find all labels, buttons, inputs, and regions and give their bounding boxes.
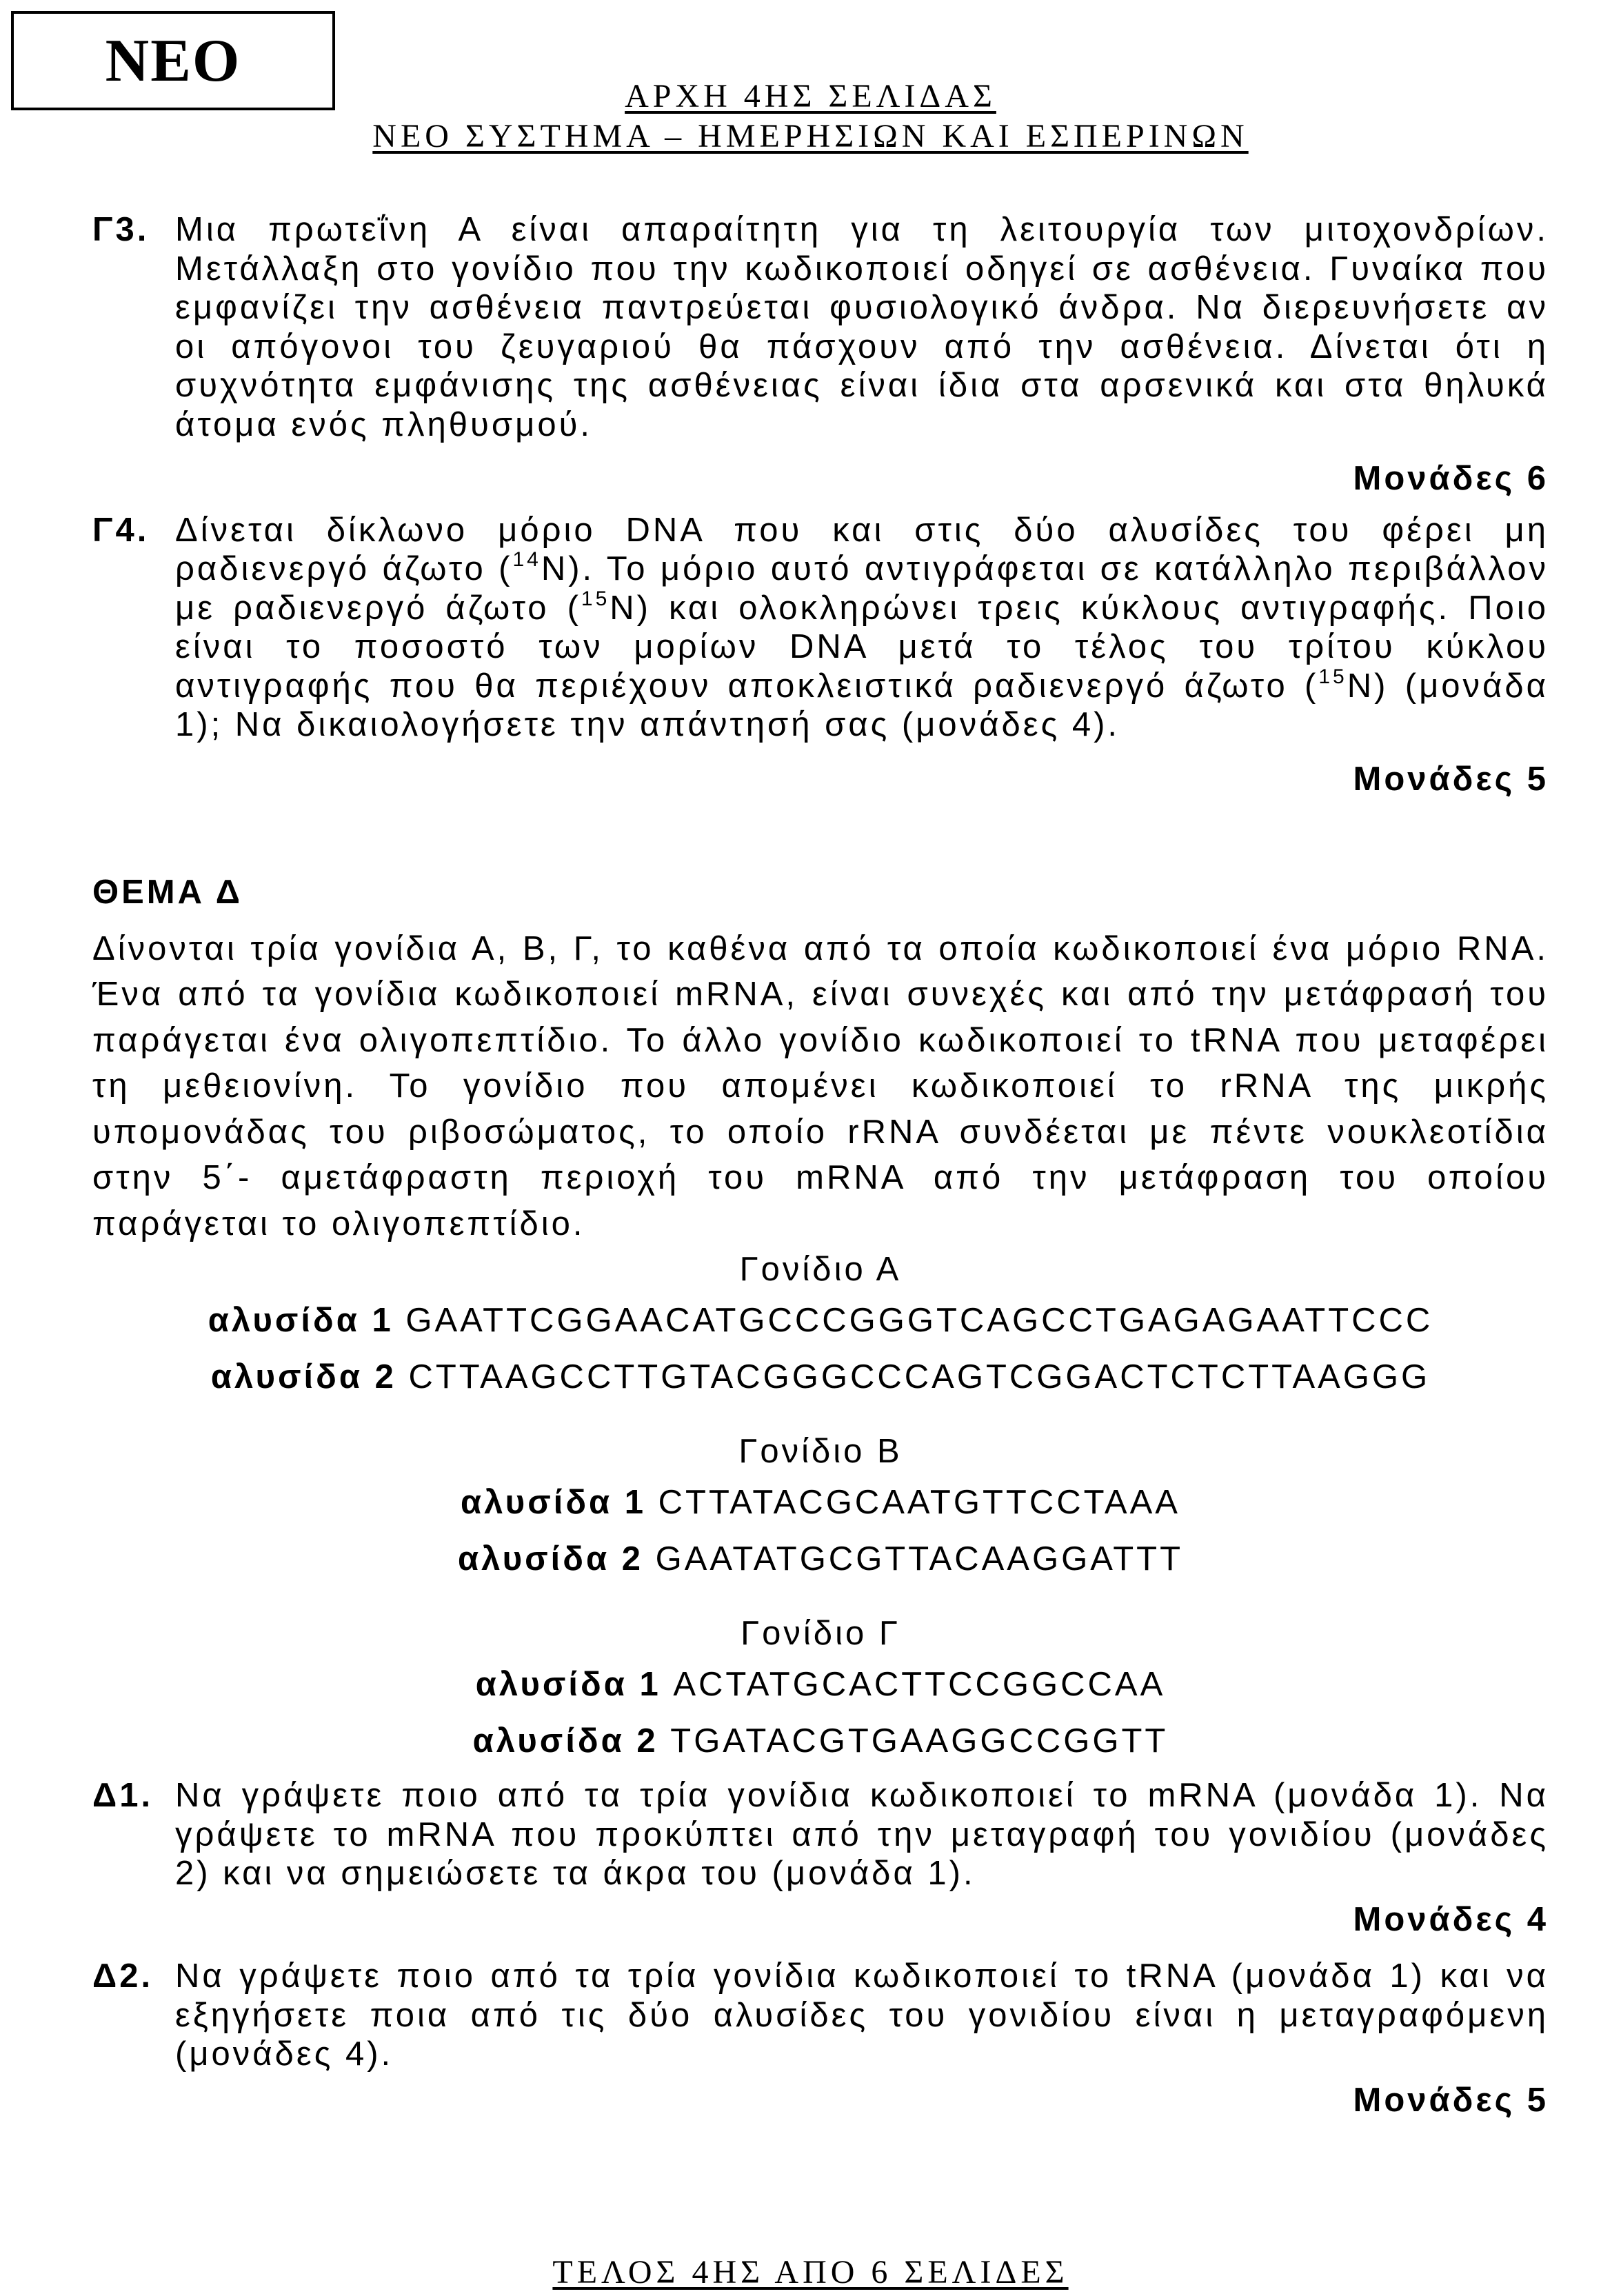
strand-2 [92, 1349, 1549, 1405]
strand-label: αλυσίδα 2 [472, 1722, 658, 1760]
strand-sequence: TGATACGTGAAGGCCGGTT [670, 1722, 1169, 1760]
strand-label: αλυσίδα 2 [210, 1358, 396, 1396]
page-header-line1: ΑΡΧΗ 4ΗΣ ΣΕΛΙΔΑΣ [625, 78, 996, 114]
strand-1 [92, 1656, 1549, 1713]
strand-2 [92, 1531, 1549, 1587]
isotope-superscript: 15 [1318, 665, 1347, 688]
strand-1 [92, 1474, 1549, 1531]
question-g4 [92, 511, 1549, 745]
question-d1 [92, 1776, 1549, 1893]
section-title: ΘΕΜΑ Δ [92, 874, 243, 911]
neo-badge: ΝΕΟ [11, 11, 335, 110]
strand-sequence: GAATTCGGAACATGCCCGGGTCAGCCTGAGAGAATTCCC [405, 1302, 1433, 1339]
gene-title: Γονίδιο Γ [741, 1615, 900, 1652]
page-header-line2: ΝΕΟ ΣΥΣΤΗΜΑ – ΗΜΕΡΗΣΙΩΝ ΚΑΙ ΕΣΠΕΡΙΝΩΝ [372, 118, 1249, 154]
page-footer: ΤΕΛΟΣ 4ΗΣ ΑΠΟ 6 ΣΕΛΙΔΕΣ [552, 2254, 1069, 2290]
section-intro: Δίνονται τρία γονίδια Α, Β, Γ, το καθένα από τα οποία κωδικοποιεί ένα μόριο RNA. Ένα από τα γονίδια κωδικοποιεί mRNA, είναι συνεχές και από την μετάφρασή του παράγεται ένα ολιγοπεπτίδιο. Το άλλο γονίδιο κωδικοποιεί το tRNA που μεταφέρει τη μεθειονίνη. Το γονίδιο που απομένει κωδικοποιεί το rRNA της μικρής υπομονάδας του ριβοσώματος, το οποίο rRNA συνδέεται με πέντε νουκλεοτίδια στην 5΄- αμετάφραστη περιοχή του mRNA από την μετάφραση του οποίου παράγεται το ολιγοπεπτίδιο. [92, 929, 1549, 1242]
strand-sequence: CTTAAGCCTTGTACGGGCCCAGTCGGACTCTCTTAAGGG [408, 1358, 1431, 1396]
question-text [175, 511, 1549, 745]
isotope-superscript: 15 [581, 587, 610, 610]
strand-1 [92, 1292, 1549, 1349]
question-label: Δ1. [92, 1777, 154, 1814]
strand-sequence: CTTATACGCAATGTTCCTAAA [658, 1484, 1180, 1521]
text-segment: Δίνεται δίκλωνο μόριο DNA που και στις δύο αλυσίδες του φέρει μη ραδιενεργό άζωτο ( [175, 511, 1549, 587]
text-segment: N) (μονάδα 1); Να δικαιολογήσετε την απάντησή σας (μονάδες 4). [175, 667, 1549, 743]
question-text: Να γράψετε ποιο από τα τρία γονίδια κωδικοποιεί το tRNA (μονάδα 1) και να εξηγήσετε ποια από τις δύο αλυσίδες του γονιδίου είναι η μεταγραφόμενη (μονάδες 4). [175, 1957, 1549, 2073]
marks-g3: Μονάδες 6 [1353, 460, 1549, 497]
strand-label: αλυσίδα 1 [461, 1484, 647, 1521]
gene-title: Γονίδιο Α [739, 1251, 902, 1288]
question-label: Δ2. [92, 1957, 154, 1995]
marks-d2: Μονάδες 5 [1353, 2081, 1549, 2119]
question-label: Γ4. [92, 511, 150, 549]
question-text: Να γράψετε ποιο από τα τρία γονίδια κωδικοποιεί το mRNA (μονάδα 1). Να γράψετε το mRNA που προκύπτει από την μεταγραφή του γονιδίου (μονάδες 2) και να σημειώσετε τα άκρα του (μονάδα 1). [175, 1777, 1549, 1892]
text-segment: N) και ολοκληρώνει τρεις κύκλους αντιγραφής. Ποιο είναι το ποσοστό των μορίων DNA μετά το τέλος του τρίτου κύκλου αντιγραφής που θα περιέχουν αποκλειστικά ραδιενεργό άζωτο ( [175, 589, 1549, 705]
gene-a [92, 1247, 1549, 1405]
gene-title: Γονίδιο Β [738, 1433, 903, 1470]
question-d2 [92, 1957, 1549, 2074]
question-g3 [92, 210, 1549, 444]
gene-c [92, 1611, 1549, 1769]
strand-sequence: ACTATGCACTTCCGGCCAA [673, 1666, 1166, 1703]
strand-2 [92, 1713, 1549, 1769]
strand-label: αλυσίδα 1 [208, 1302, 394, 1339]
document-body [92, 210, 1549, 2132]
gene-b [92, 1429, 1549, 1587]
strand-label: αλυσίδα 1 [475, 1666, 661, 1703]
isotope-superscript: 14 [512, 548, 541, 571]
question-text: Μια πρωτεΐνη Α είναι απαραίτητη για τη λειτουργία των μιτοχονδρίων. Μετάλλαξη στο γονίδιο που την κωδικοποιεί οδηγεί σε ασθένεια. Γυναίκα που εμφανίζει την ασθένεια παντρεύεται φυσιολογικό άνδρα. Να διερευνήσετε αν οι απόγονοι του ζευγαριού θα πάσχουν από την ασθένεια. Δίνεται ότι η συχνότητα εμφάνισης της ασθένειας είναι ίδια στα αρσενικά και στα θηλυκά άτομα ενός πληθυσμού. [175, 211, 1549, 443]
strand-sequence: GAATATGCGTTACAAGGATTT [655, 1540, 1184, 1578]
text-segment: N). Το μόριο αυτό αντιγράφεται σε κατάλληλο περιβάλλον με ραδιενεργό άζωτο ( [175, 550, 1549, 627]
strand-label: αλυσίδα 2 [457, 1540, 643, 1578]
marks-g4: Μονάδες 5 [1353, 760, 1549, 798]
question-label: Γ3. [92, 211, 150, 248]
marks-d1: Μονάδες 4 [1353, 1900, 1549, 1938]
